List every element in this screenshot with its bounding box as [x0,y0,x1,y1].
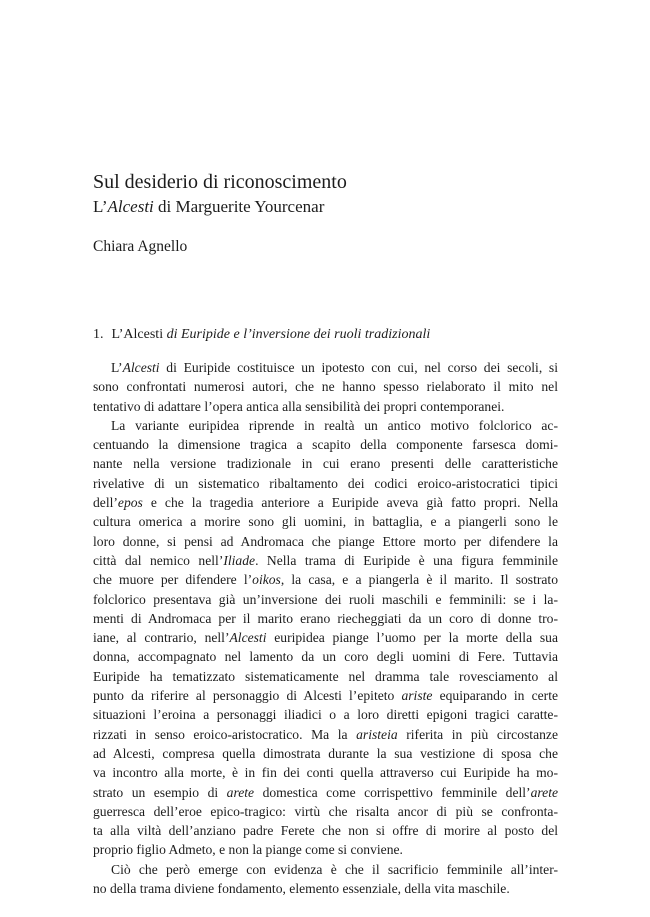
text-run: città dal nemico nell’ [93,552,224,568]
paragraph-line [93,840,558,859]
paragraph-line [93,377,558,396]
paragraph-line [93,821,558,840]
paragraph-line [93,358,558,377]
paragraph-line [93,802,558,821]
paragraph-line [93,879,558,898]
text-run: donna, accompagnato nel lamento da un coro degli uomini di Fere. Tuttavia [93,649,558,665]
paragraph-line [93,783,558,802]
paragraph-line [93,686,558,705]
text-run: folclorico presentava già un’inversione dei ruoli maschili e femminili: se i la- [93,591,558,607]
paragraph-line [93,725,558,744]
italic-term: Alcesti [122,360,160,375]
paragraph-line [93,860,558,879]
article-subtitle [93,196,324,218]
italic-term: ariste [401,688,433,704]
section-number: 1. [93,327,104,342]
paragraph-line [93,397,558,416]
paragraph-line [93,763,558,782]
text-run: sono confrontati numerosi autori, che ne hanno spesso rielaborato il mito nel [93,379,558,395]
italic-term: aristeia [356,726,398,742]
text-run: che muore per difendere l’ [93,572,253,588]
text-run: euripidea piange l’uomo per la morte della sua [266,630,558,646]
text-run: e che la tragedia anteriore a Euripide aveva già fatto propri. Nella [142,495,558,511]
text-run: centuando la dimensione tragica a scapito della componente farsesca domi- [93,437,558,453]
italic-term: Iliade [223,552,256,568]
body-text [93,358,558,898]
text-run: di Euripide costituisce un ipotesto con cui, nel corso dei secoli, si [159,360,558,375]
paragraph-line [93,435,558,454]
text-run: Ciò che però emerge con evidenza è che il sacrificio femminile all’inter- [111,861,558,877]
paragraph-line [93,647,558,666]
article-title: Sul desiderio di riconoscimento [93,171,347,193]
paragraph-line [93,493,558,512]
text-run: equiparando in certe [432,688,558,704]
text-run: Euripide ha tematizzato sistematicamente nel dramma tale rovesciamento al [93,668,558,684]
text-run: dell’ [93,495,118,511]
paragraph-line [93,416,558,435]
paragraph-line [93,454,558,473]
paragraph-line [93,705,558,724]
paragraph-line [93,667,558,686]
text-run: proprio figlio Admeto, e non la piange come si conviene. [93,842,403,858]
text-run: loro donne, si pensi ad Andromaca che piange Ettore morto per difendere la [93,533,558,549]
text-run: rizzati in senso eroico-aristocratico. Ma la [93,726,357,742]
text-run: iane, al contrario, nell’ [93,630,230,646]
text-run: rivelative di un sistematico ribaltamento dei codici eroico-aristocratici tipici [93,475,558,491]
text-run: La variante euripidea riprende in realtà un antico motivo folclorico ac- [111,417,558,433]
text-run: va incontro alla morte, è in fin dei conti quella attraverso cui Euripide ha mo- [93,765,558,781]
text-run: domestica come corrispettivo femminile dell’ [254,784,531,800]
text-run: menti di Andromaca per il marito erano riecheggiati da un coro di donne tro- [93,610,558,626]
text-run: nante nella versione tradizionale in cui erano presenti delle caratteristiche [93,456,558,472]
text-run: , la casa, e a piangerla è il marito. Il sostrato [280,572,558,588]
paragraph-line [93,474,558,493]
article-author: Chiara Agnello [93,238,188,255]
text-run: riferita in più circostanze [397,726,558,742]
subtitle-work-title: Alcesti [107,197,154,216]
paragraph-line [93,512,558,531]
section-heading [93,326,430,344]
italic-term: epos [117,495,143,511]
paragraph-line [93,590,558,609]
text-run: situazioni l’eroina a personaggi iliadici o a loro diretti epigoni tragici caratte- [93,707,558,723]
text-run: tentativo di adattare l’opera antica alla sensibilità dei propri contemporanei. [93,398,505,414]
paragraph-line [93,628,558,647]
text-run: L’ [111,360,123,375]
text-run: ta alla viltà dell’anziano padre Ferete che non si offre di morire al posto del [93,823,558,839]
paragraph-line [93,744,558,763]
text-run: no della trama diviene fondamento, elemento essenziale, della vita maschile. [93,881,510,897]
text-run: punto da riferire al personaggio di Alcesti l’epiteto [93,688,402,704]
text-run: ad Alcesti, compresa quella dimostrata durante la sua vestizione di sposa che [93,745,558,761]
subtitle-prefix: L’ [93,197,108,216]
paragraph-line [93,570,558,589]
italic-term: oikos [252,572,281,588]
section-heading-work: L’Alcesti [111,327,164,342]
italic-term: arete [226,784,255,800]
text-run: cultura omerica a morire sono gli uomini, in battaglia, e a piangerli sono le [93,514,558,530]
paragraph-line [93,551,558,570]
section-heading-rest: di Euripide e l’inversione dei ruoli tradizionali [163,327,431,342]
text-run: strato un esempio di [93,784,227,800]
italic-term: Alcesti [229,630,267,646]
paragraph-line [93,532,558,551]
text-run: guerresca dell’eroe epico-tragico: virtù che risalta ancor di più se confronta- [93,803,558,819]
subtitle-suffix: di Marguerite Yourcenar [153,197,325,216]
text-run: . Nella trama di Euripide è una figura femminile [255,552,558,568]
italic-term: arete [530,784,559,800]
paragraph-line [93,609,558,628]
section-heading-italic [112,327,431,342]
